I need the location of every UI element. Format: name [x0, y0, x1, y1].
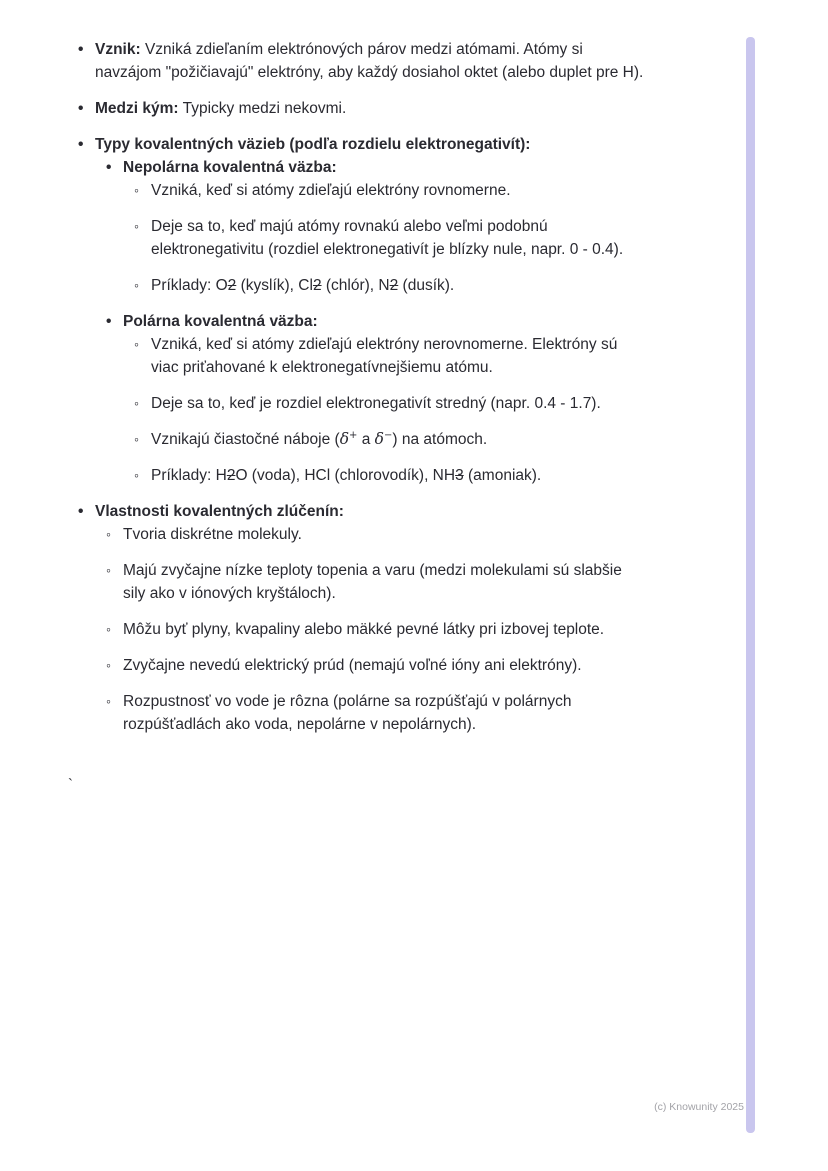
list-item-body	[95, 133, 644, 487]
list-item-body	[95, 38, 644, 84]
text-segment: Príklady: H	[151, 467, 227, 484]
text-segment: Príklady: O	[151, 277, 228, 294]
page-edge-bar	[746, 37, 755, 1133]
text-segment: Rozpustnosť vo vode je rôzna (polárne sa rozpúšťajú v polárnych rozpúšťadlách ako voda, nepolárne v nepolárnych).	[123, 693, 572, 733]
disc-bullet-marker: •	[106, 313, 112, 330]
list-item	[106, 523, 644, 546]
list-item	[134, 179, 644, 202]
list-item-text	[151, 392, 644, 415]
text-segment: Vzniká, keď si atómy zdieľajú elektróny rovnomerne.	[151, 182, 511, 199]
text-segment: Deje sa to, keď je rozdiel elektronegativít stredný (napr. 0.4 - 1.7).	[151, 395, 601, 412]
list-item	[78, 97, 644, 120]
text-segment: 2	[389, 277, 399, 294]
list-item-body	[151, 274, 644, 297]
text-segment: O (voda), HCl (chlorovodík), NH	[235, 467, 456, 484]
text-segment: Zvyčajne nevedú elektrický prúd (nemajú voľné ióny ani elektróny).	[123, 657, 582, 674]
disc-bullet-marker: •	[106, 159, 112, 176]
text-segment: 2	[312, 277, 322, 294]
text-segment: Nepolárna kovalentná väzba:	[123, 159, 337, 176]
text-segment: −	[384, 429, 393, 441]
circle-bullet-marker: ◦	[134, 395, 139, 411]
document-content	[78, 38, 644, 749]
circle-bullet-marker: ◦	[106, 657, 111, 673]
text-segment: δ	[339, 430, 350, 448]
list-item	[106, 618, 644, 641]
text-segment: δ	[374, 430, 385, 448]
text-segment: Vznik:	[95, 41, 141, 58]
text-segment: Vzniká zdieľaním elektrónových párov medzi atómami. Atómy si navzájom "požičiavajú" elektróny, aby každý dosiahol oktet (alebo duplet pre H).	[95, 41, 644, 81]
list-item-text	[123, 618, 644, 641]
circle-bullet-marker: ◦	[106, 526, 111, 542]
list-item	[106, 310, 644, 487]
circle-bullet-marker: ◦	[134, 336, 139, 352]
disc-bullet-marker: •	[78, 503, 84, 520]
list-item-body	[151, 215, 644, 261]
disc-bullet-marker: •	[78, 100, 84, 117]
list-item	[106, 690, 644, 736]
list-item-text	[151, 274, 644, 297]
text-segment: Typicky medzi nekovmi.	[178, 100, 347, 117]
list-item	[78, 500, 644, 736]
circle-bullet-marker: ◦	[134, 431, 139, 447]
list-item-text	[151, 428, 644, 451]
list-item-text	[123, 654, 644, 677]
copyright-footer: (c) Knowunity 2025	[654, 1101, 744, 1113]
list-item-text	[95, 97, 644, 120]
circle-bullet-marker: ◦	[134, 467, 139, 483]
text-segment: 2	[227, 277, 237, 294]
list-item-body	[151, 428, 644, 451]
text-segment: (chlór), N	[321, 277, 390, 294]
list-item-body	[123, 654, 644, 677]
list-item	[106, 559, 644, 605]
text-segment: Môžu byť plyny, kvapaliny alebo mäkké pevné látky pri izbovej teplote.	[123, 621, 605, 638]
list-item-text	[151, 464, 644, 487]
text-segment: Polárna kovalentná väzba:	[123, 313, 318, 330]
list-item-text	[123, 156, 644, 179]
list-item	[78, 38, 644, 84]
list-item-text	[95, 38, 644, 84]
list-item-text	[123, 690, 644, 736]
list-item	[134, 464, 644, 487]
circle-bullet-marker: ◦	[106, 621, 111, 637]
text-segment: a	[357, 431, 375, 448]
text-segment: (kyslík), Cl	[236, 277, 313, 294]
list-item-body	[123, 310, 644, 487]
list-item-body	[151, 392, 644, 415]
text-segment: Majú zvyčajne nízke teploty topenia a varu (medzi molekulami sú slabšie sily ako v iónových kryštáloch).	[123, 562, 622, 602]
text-segment: ) na atómoch.	[392, 431, 488, 448]
circle-bullet-marker: ◦	[134, 218, 139, 234]
list-item	[106, 654, 644, 677]
list-item-body	[151, 333, 644, 379]
list-item-body	[123, 618, 644, 641]
nested-list	[134, 179, 644, 297]
list-item-text	[151, 333, 644, 379]
list-item-text	[123, 559, 644, 605]
list-item-body	[95, 97, 644, 120]
text-segment: (amoniak).	[463, 467, 542, 484]
text-segment: Typy kovalentných väzieb (podľa rozdielu elektronegativít):	[95, 136, 531, 153]
circle-bullet-marker: ◦	[134, 277, 139, 293]
text-segment: Vznikajú čiastočné náboje (	[151, 431, 340, 448]
list-item-body	[95, 500, 644, 736]
list-item	[134, 274, 644, 297]
list-item	[78, 133, 644, 487]
nested-list	[106, 156, 644, 487]
text-segment: Deje sa to, keď majú atómy rovnakú alebo veľmi podobnú elektronegativitu (rozdiel elektronegativít je blízky nule, napr. 0 - 0.4).	[151, 218, 624, 258]
list-item-body	[151, 179, 644, 202]
disc-bullet-marker: •	[78, 136, 84, 153]
text-segment: +	[349, 429, 358, 441]
list-item	[106, 156, 644, 297]
list-item-text	[95, 133, 644, 156]
nested-list	[134, 333, 644, 487]
text-segment: Tvoria diskrétne molekuly.	[123, 526, 302, 543]
circle-bullet-marker: ◦	[106, 562, 111, 578]
list-item-body	[151, 464, 644, 487]
list-item-text	[123, 310, 644, 333]
text-segment: Medzi kým:	[95, 100, 179, 117]
list-item-body	[123, 156, 644, 297]
list-item	[134, 392, 644, 415]
list-item-text	[123, 523, 644, 546]
text-segment: Vlastnosti kovalentných zlúčenín:	[95, 503, 344, 520]
text-segment: 3	[455, 467, 464, 484]
text-segment: 2	[226, 467, 236, 484]
text-segment: Vzniká, keď si atómy zdieľajú elektróny nerovnomerne. Elektróny sú viac priťahované k elektronegatívnejšiemu atómu.	[151, 336, 618, 376]
list-item-text	[95, 500, 644, 523]
list-item-body	[123, 523, 644, 546]
circle-bullet-marker: ◦	[134, 182, 139, 198]
list-item-text	[151, 215, 644, 261]
disc-bullet-marker: •	[78, 41, 84, 58]
list-item	[134, 215, 644, 261]
list-item	[134, 428, 644, 451]
circle-bullet-marker: ◦	[106, 693, 111, 709]
list-item-text	[151, 179, 644, 202]
stray-backtick: `	[68, 776, 73, 793]
list-item-body	[123, 690, 644, 736]
text-segment: (dusík).	[398, 277, 455, 294]
nested-list	[106, 523, 644, 736]
list-item	[134, 333, 644, 379]
list-item-body	[123, 559, 644, 605]
